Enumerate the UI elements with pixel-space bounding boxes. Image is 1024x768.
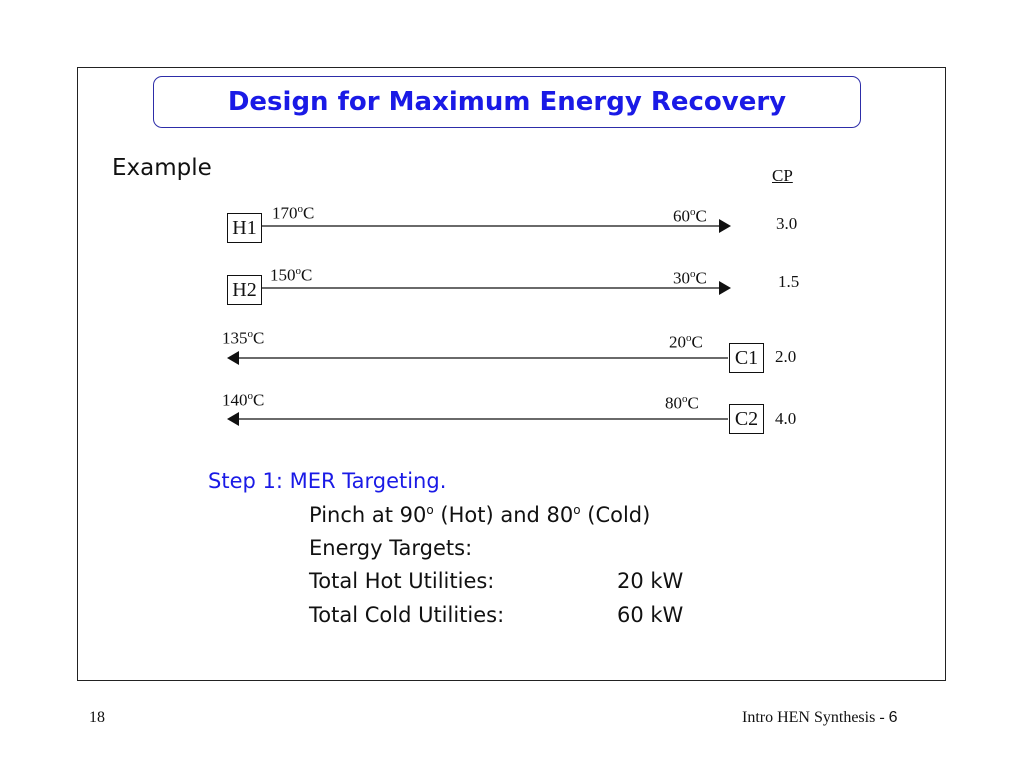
hot-utilities-label: Total Hot Utilities: — [309, 569, 495, 593]
stream-box-h2: H2 — [227, 275, 262, 305]
slide-title: Design for Maximum Energy Recovery — [227, 87, 787, 117]
step-heading: Step 1: MER Targeting. — [208, 469, 447, 493]
pinch-line: Pinch at 90$^o$ (Hot) and 80$^o$ (Cold) — [309, 503, 651, 527]
h1-target-temp: 60$^o$C — [673, 206, 707, 226]
h2-supply-temp: 150$^o$C — [270, 265, 313, 285]
arrowhead-h2 — [719, 281, 731, 295]
energy-targets-label: Energy Targets: — [309, 536, 473, 560]
cold-utilities-label: Total Cold Utilities: — [309, 603, 505, 627]
arrowhead-c1 — [227, 351, 239, 365]
stream-box-c2: C2 — [729, 404, 764, 434]
c2-target-temp: 140$^o$C — [222, 390, 265, 410]
h2-cp-value: 1.5 — [778, 272, 800, 291]
arrowhead-c2 — [227, 412, 239, 426]
stream-box-c1: C1 — [729, 343, 764, 373]
cold-utilities-value: 60 kW — [617, 603, 684, 627]
page-number: 18 — [89, 709, 105, 726]
hot-utilities-row — [309, 569, 729, 599]
cold-utilities-row — [309, 603, 729, 633]
c1-supply-temp: 20$^o$C — [669, 332, 703, 352]
h1-supply-temp: 170$^o$C — [272, 203, 315, 223]
hot-utilities-value: 20 kW — [617, 569, 684, 593]
slide-number: 6 — [888, 709, 898, 726]
stream-box-h1: H1 — [227, 213, 262, 243]
arrowhead-h1 — [719, 219, 731, 233]
c1-target-temp: 135$^o$C — [222, 328, 265, 348]
h2-target-temp: 30$^o$C — [673, 268, 707, 288]
example-label: Example — [112, 155, 212, 181]
c2-supply-temp: 80$^o$C — [665, 393, 699, 413]
c2-cp-value: 4.0 — [775, 409, 797, 428]
footer-course-title: Intro HEN Synthesis - 6 — [742, 709, 898, 726]
h1-cp-value: 3.0 — [776, 214, 798, 233]
c1-cp-value: 2.0 — [775, 347, 797, 366]
cp-column-header: CP — [772, 166, 793, 185]
